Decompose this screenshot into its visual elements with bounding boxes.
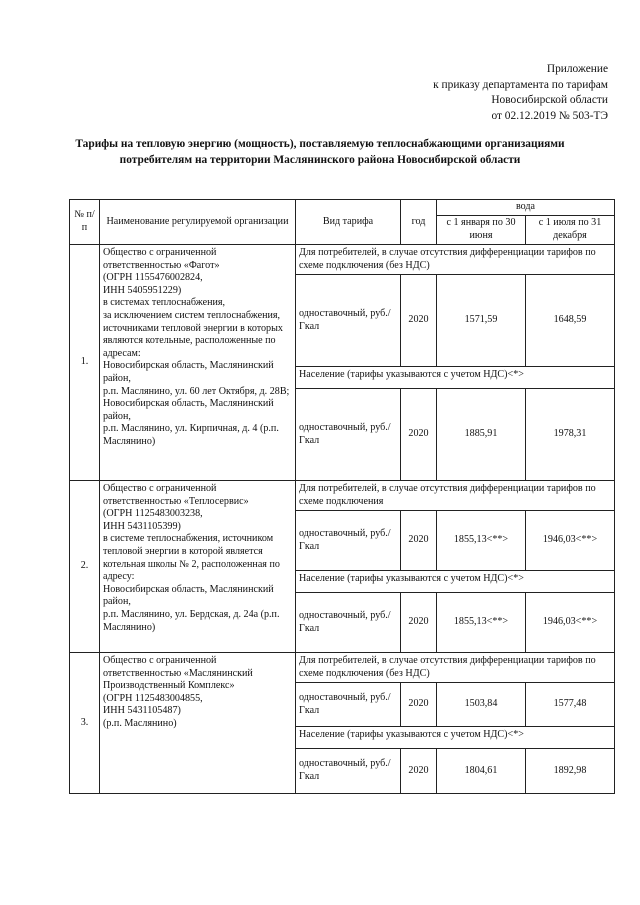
row-number: 2.: [70, 481, 100, 653]
tariff-value-h2: 1892,98: [526, 749, 615, 794]
row-number: 1.: [70, 245, 100, 481]
tariff-table-body: [70, 245, 615, 794]
consumer-category: Население (тарифы указываются с учетом НДС)<*>: [296, 367, 615, 389]
organization-name: Общество с ограниченной ответственностью «Теплосервис» (ОГРН 1125483003238, ИНН 5431105399) в системе теплоснабжения, источником тепловой энергии в которой является котельная школы № 2, расположенная по адресу: Новосибирская область, Маслянинский район, р.п. Маслянино, ул. Бердская, д. 24а (р.п. Маслянино): [100, 481, 296, 653]
tariff-value-h2: 1577,48: [526, 683, 615, 727]
consumer-category: Для потребителей, в случае отсутствия дифференциации тарифов по схеме подключения: [296, 481, 615, 511]
tariff-kind: одноставочный, руб./Гкал: [296, 389, 401, 481]
appendix-line: Приложение: [546, 63, 608, 75]
tariff-value-h1: 1885,91: [437, 389, 526, 481]
tariff-year: 2020: [401, 749, 437, 794]
tariff-kind: одноставочный, руб./Гкал: [296, 593, 401, 653]
tariff-value-h1: 1503,84: [437, 683, 526, 727]
document-title: Тарифы на тепловую энергию (мощность), поставляемую теплоснабжающими организациями потребителям на территории Маслянинского района Новосибирской области: [75, 138, 565, 166]
header-org-name: Наименование регулируемой организации: [100, 200, 296, 245]
header-water: вода: [437, 200, 615, 216]
tariff-year: 2020: [401, 511, 437, 571]
header-period-1: с 1 января по 30 июня: [437, 216, 526, 245]
consumer-category: Для потребителей, в случае отсутствия дифференциации тарифов по схеме подключения (без НДС): [296, 245, 615, 275]
tariff-value-h1: 1571,59: [437, 275, 526, 367]
tariff-year: 2020: [401, 683, 437, 727]
appendix-line: от 02.12.2019 № 503-ТЭ: [491, 109, 608, 122]
tariff-table: [69, 199, 615, 794]
consumer-category: Для потребителей, в случае отсутствия дифференциации тарифов по схеме подключения (без НДС): [296, 653, 615, 683]
organization-name: Общество с ограниченной ответственностью «Маслянинский Производственный Комплекс» (ОГРН 1125483004855, ИНН 5431105487) (р.п. Маслянино): [100, 653, 296, 794]
tariff-kind: одноставочный, руб./Гкал: [296, 683, 401, 727]
category-row: [70, 653, 615, 683]
tariff-value-h1: 1855,13<**>: [437, 593, 526, 653]
consumer-category: Население (тарифы указываются с учетом НДС)<*>: [296, 727, 615, 749]
appendix-line: Новосибирской области: [491, 94, 608, 107]
tariff-value-h1: 1855,13<**>: [437, 511, 526, 571]
category-row: [70, 245, 615, 275]
category-row: [70, 481, 615, 511]
row-number: 3.: [70, 653, 100, 794]
header-period-2: с 1 июля по 31 декабря: [526, 216, 615, 245]
header-year: год: [401, 200, 437, 245]
appendix-line: к приказу департамента по тарифам: [433, 78, 608, 91]
tariff-kind: одноставочный, руб./Гкал: [296, 275, 401, 367]
consumer-category: Население (тарифы указываются с учетом НДС)<*>: [296, 571, 615, 593]
appendix-block: [433, 62, 608, 124]
tariff-year: 2020: [401, 389, 437, 481]
tariff-kind: одноставочный, руб./Гкал: [296, 511, 401, 571]
tariff-year: 2020: [401, 593, 437, 653]
organization-name: Общество с ограниченной ответственностью «Фагот» (ОГРН 1155476002824, ИНН 5405951229) в системах теплоснабжения, за исключением систем теплоснабжения, источниками тепловой энергии в которых являются котельные, расположенные по адресам: Новосибирская область, Маслянинский район, р.п. Маслянино, ул. 60 лет Октября, д. 28В; Новосибирская область, Маслянинский район, р.п. Маслянино, ул. Кирпичная, д. 4 (р.п. Маслянино): [100, 245, 296, 481]
tariff-value-h1: 1804,61: [437, 749, 526, 794]
tariff-value-h2: 1946,03<**>: [526, 511, 615, 571]
tariff-value-h2: 1978,31: [526, 389, 615, 481]
tariff-value-h2: 1648,59: [526, 275, 615, 367]
tariff-value-h2: 1946,03<**>: [526, 593, 615, 653]
header-tariff-kind: Вид тарифа: [296, 200, 401, 245]
tariff-year: 2020: [401, 275, 437, 367]
tariff-kind: одноставочный, руб./Гкал: [296, 749, 401, 794]
header-num: № п/п: [70, 200, 100, 245]
